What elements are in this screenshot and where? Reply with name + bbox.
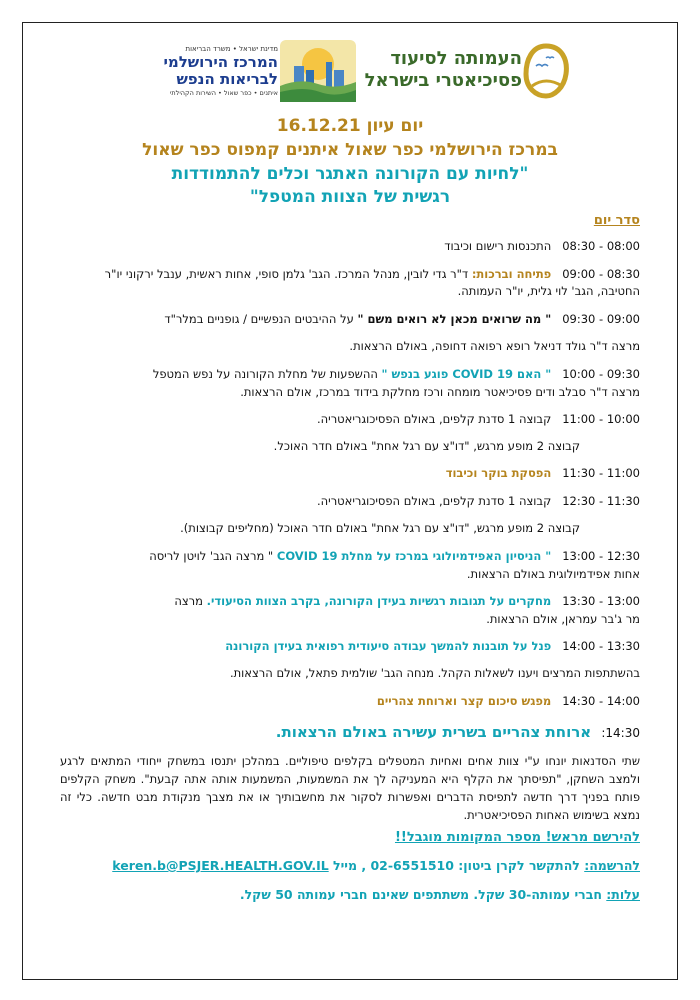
agenda-row-10-line2: בהשתתפות המרצים ויענו לשאלות הקהל. מנחה הגב' שולמית פתאל, אולם הרצאות. <box>229 666 640 680</box>
agenda-row-11 <box>60 693 640 710</box>
jerusalem-city-logo-icon <box>280 40 356 102</box>
event-topic-line2: רגשית של הצוות המטפל" <box>249 187 451 207</box>
agenda-row-5 <box>60 411 640 428</box>
agenda-row-2 <box>60 266 640 300</box>
row-bold: " מה שרואים מכאן לא רואים משם " <box>357 312 552 326</box>
row-time: 11:00 - 11:30 <box>562 466 640 480</box>
contact-text: להתקשר לקרן ביטון: 02-6551510 , מייל <box>328 858 585 873</box>
jerusalem-center-logo <box>150 44 278 98</box>
row-time: 11:30 - 12:30 <box>562 494 640 508</box>
agenda-row-8 <box>60 548 640 565</box>
agenda-row-4-line2: מרצה ד"ר סבלב ודים פסיכיאטר מומחה ורכז מחלקת בידוד במרכז, אולם הרצאות. <box>240 385 640 399</box>
center-footer: איתנים • כפר שאול • השירות הקהילתי <box>169 89 278 97</box>
event-date-title: יום עיון 16.12.21 <box>276 116 424 136</box>
row-time: 13:30 - 14:00 <box>562 639 640 653</box>
row-time: 13:00 - 13:30 <box>562 594 640 608</box>
row-highlight: " הניסיון האפידמיולוגי במרכז על מחלת COVID 19 <box>276 549 552 563</box>
row-time: 08:00 - 08:30 <box>562 239 640 253</box>
row-highlight: מפגש סיכום קצר וארוחת צהריים <box>376 694 552 708</box>
row-text: ההשפעות של מחלת הקורונה על נפש המטפל <box>152 367 382 381</box>
agenda-row-9 <box>60 593 640 610</box>
row-highlight: פתיחה וברכות: <box>471 267 552 281</box>
row-text: קבוצה 1 סדנת קלפים, באולם הפסיכוגריאטריה. <box>316 494 552 508</box>
agenda-row-3 <box>60 311 640 328</box>
assoc-name-line1: העמותה לסיעוד <box>390 48 522 69</box>
row-text: " מרצה הגב' לויטן לריסה <box>149 549 277 563</box>
agenda-row-7 <box>60 493 640 510</box>
row-text: התכנסות רישום וכיבוד <box>444 239 552 253</box>
contact-email-link[interactable]: keren.b@PSJER.HEALTH.GOV.IL <box>112 858 329 873</box>
row-text: מרצה <box>174 594 207 608</box>
row-text: ד"ר גדי לובין, מנהל המרכז. הגב' גלמן סופי, אחות ראשית, ענבל ירקוני יו"ר החטיבה, הגב' לוי גלית, יו"ר העמותה. <box>104 267 640 298</box>
agenda-row-7-line2: קבוצה 2 מופע מרגש, "דו"צ עם רגל אחת" באולם חדר האוכל (מחליפים קבוצות). <box>180 521 580 535</box>
row-text: קבוצה 1 סדנת קלפים, באולם הפסיכוגריאטריה. <box>316 412 552 426</box>
row-highlight: הפסקת בוקר וכיבוד <box>445 466 552 480</box>
row-time: 14:00 - 14:30 <box>562 694 640 708</box>
row-time: 10:00 - 11:00 <box>562 412 640 426</box>
row-time: 09:00 - 09:30 <box>562 312 640 326</box>
nursing-association-logo <box>362 48 522 92</box>
contact-label: להרשמה: <box>584 858 640 873</box>
agenda-row-8-line2: אחות אפידמיולוגית באולם הרצאות. <box>466 567 640 581</box>
workshop-description: שתי הסדנאות יונחו ע"י צוות אחים ואחיות המטפלים בקלפים טיפוליים. במהלכן יתנסו במשחק ייחודי המתאים לרגע ולמצב השחקן, "תפיסתך את הקלף היא המעניקה לך את המשמעות, המשמעות אותה אתה קבעת". משחק הקלפים פותח בפניך דרך חדשה לתפיסת הדברים ואפשרות לסקור את מחשבותיך או את מצבך מנקודת מבט חדשה. כלי זה נמצא בשימוש האחות הפסיכיאטרית. <box>60 754 640 822</box>
agenda-row-3-line2: מרצה ד"ר גולד דניאל רופא רפואה דחופה, באולם הרצאות. <box>349 339 640 353</box>
center-name-line2: לבריאות הנפש <box>176 70 278 88</box>
row-time: 09:30 - 10:00 <box>562 367 640 381</box>
registration-contact <box>60 858 640 873</box>
cost-text: חברי עמותה-30 שקל. משתתפים שאינם חברי עמותה 50 שקל. <box>239 887 607 902</box>
lunch-time: 14:30: <box>601 726 640 740</box>
logos-header <box>150 40 570 110</box>
assoc-name-line2: פסיכיאטרי בישראל <box>364 70 522 91</box>
center-name-line1: המרכז הירושלמי <box>163 53 278 71</box>
row-time: 08:30 - 09:00 <box>562 267 640 281</box>
agenda-row-9-line2: מר ג'בר עמראן, אולם הרצאות. <box>486 612 640 626</box>
cost-info <box>60 887 640 902</box>
event-topic-line1: "לחיות עם הקורונה האתגר וכלים להתמודדות <box>171 164 529 184</box>
agenda-row-6 <box>60 465 640 482</box>
register-notice: להירשם מראש! מספר המקומות מוגבל!! <box>394 830 640 845</box>
row-highlight: מחקרים על תגובות רגשיות בעידן הקורונה, בקרב הצוות הסיעודי. <box>206 594 552 608</box>
agenda-heading: סדר יום <box>593 213 640 228</box>
row-time: 12:30 - 13:00 <box>562 549 640 563</box>
agenda-row-10 <box>60 638 640 655</box>
row-highlight: " האם COVID 19 פוגע בנפש " <box>381 367 552 381</box>
agenda-row-5-line2: קבוצה 2 מופע מרגש, "דו"צ עם רגל אחת" באולם חדר האוכל. <box>273 439 580 453</box>
row-highlight: פנל על תובנות להמשך עבודה סיעודית רפואית בעידן הקורונה <box>225 639 552 653</box>
lunch-row <box>60 722 640 741</box>
agenda-row-4 <box>60 366 640 383</box>
row-text: על ההיבטים הנפשיים / גופניים במלר"ד <box>164 312 358 326</box>
ministry-label: מדינת ישראל • משרד הבריאות <box>185 45 278 53</box>
lunch-text: ארוחת צהריים בשרית עשירה באולם הרצאות. <box>275 723 592 741</box>
lamp-birds-logo-icon <box>522 42 570 100</box>
event-venue-title: במרכז הירושלמי כפר שאול איתנים קמפוס כפר שאול <box>142 140 558 160</box>
agenda-row-1 <box>60 238 640 255</box>
cost-label: עלות: <box>606 887 640 902</box>
